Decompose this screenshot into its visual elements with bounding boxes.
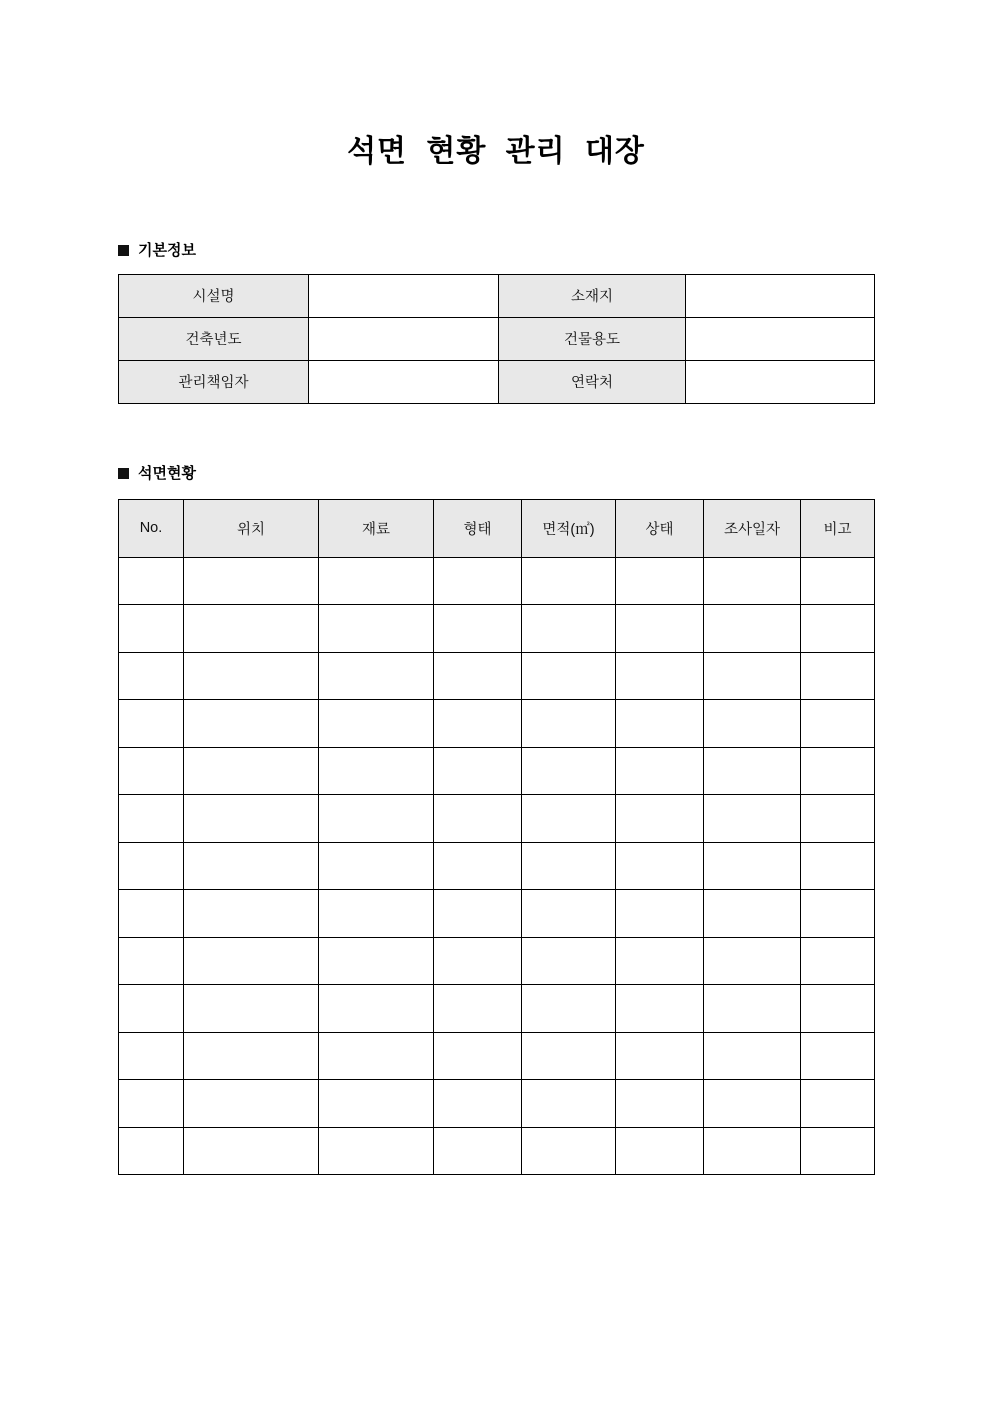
cell-form[interactable] — [434, 1032, 522, 1080]
cell-condition[interactable] — [616, 605, 704, 653]
cell-location[interactable] — [184, 1032, 319, 1080]
cell-location[interactable] — [184, 1127, 319, 1175]
field-value-building-use[interactable] — [686, 317, 875, 360]
cell-condition[interactable] — [616, 747, 704, 795]
cell-form[interactable] — [434, 985, 522, 1033]
cell-survey-date[interactable] — [704, 1032, 801, 1080]
cell-location[interactable] — [184, 937, 319, 985]
field-value-location[interactable] — [686, 274, 875, 317]
cell-area[interactable] — [522, 1080, 616, 1128]
cell-note[interactable] — [801, 557, 875, 605]
filled-square-bullet-icon — [118, 245, 129, 256]
cell-material[interactable] — [319, 1032, 434, 1080]
table-row — [119, 985, 875, 1033]
cell-location[interactable] — [184, 700, 319, 748]
cell-survey-date[interactable] — [704, 937, 801, 985]
cell-survey-date[interactable] — [704, 890, 801, 938]
cell-material[interactable] — [319, 700, 434, 748]
cell-area[interactable] — [522, 605, 616, 653]
cell-material[interactable] — [319, 605, 434, 653]
table-row — [119, 700, 875, 748]
cell-condition[interactable] — [616, 700, 704, 748]
cell-location[interactable] — [184, 747, 319, 795]
cell-material[interactable] — [319, 1127, 434, 1175]
cell-condition[interactable] — [616, 1127, 704, 1175]
cell-material[interactable] — [319, 842, 434, 890]
cell-form[interactable] — [434, 842, 522, 890]
cell-material[interactable] — [319, 937, 434, 985]
cell-form[interactable] — [434, 937, 522, 985]
table-row — [119, 795, 875, 843]
cell-form[interactable] — [434, 557, 522, 605]
cell-no[interactable] — [119, 842, 184, 890]
cell-note[interactable] — [801, 747, 875, 795]
cell-area[interactable] — [522, 795, 616, 843]
column-header-no: No. — [119, 499, 184, 557]
column-header-location: 위치 — [184, 499, 319, 557]
field-value-contact[interactable] — [686, 360, 875, 403]
cell-form[interactable] — [434, 747, 522, 795]
cell-survey-date[interactable] — [704, 842, 801, 890]
cell-survey-date[interactable] — [704, 605, 801, 653]
field-label-construction-year: 건축년도 — [119, 317, 309, 360]
cell-no[interactable] — [119, 795, 184, 843]
cell-material[interactable] — [319, 652, 434, 700]
table-row — [119, 1127, 875, 1175]
cell-area[interactable] — [522, 652, 616, 700]
cell-survey-date[interactable] — [704, 747, 801, 795]
table-header-row — [119, 499, 875, 557]
cell-condition[interactable] — [616, 842, 704, 890]
cell-note[interactable] — [801, 985, 875, 1033]
cell-area[interactable] — [522, 557, 616, 605]
cell-material[interactable] — [319, 747, 434, 795]
cell-area[interactable] — [522, 842, 616, 890]
page-title: 석면 현황 관리 대장 — [347, 135, 645, 168]
field-value-facility-name[interactable] — [309, 274, 499, 317]
column-header-material: 재료 — [319, 499, 434, 557]
cell-survey-date[interactable] — [704, 1080, 801, 1128]
cell-survey-date[interactable] — [704, 1127, 801, 1175]
table-row — [119, 317, 875, 360]
cell-form[interactable] — [434, 1127, 522, 1175]
cell-note[interactable] — [801, 1127, 875, 1175]
column-header-form: 형태 — [434, 499, 522, 557]
cell-no[interactable] — [119, 557, 184, 605]
table-row — [119, 360, 875, 403]
asbestos-status-table-body — [119, 557, 875, 1175]
cell-no[interactable] — [119, 1127, 184, 1175]
column-header-condition: 상태 — [616, 499, 704, 557]
cell-location[interactable] — [184, 795, 319, 843]
cell-no[interactable] — [119, 605, 184, 653]
cell-note[interactable] — [801, 652, 875, 700]
cell-material[interactable] — [319, 795, 434, 843]
cell-form[interactable] — [434, 1080, 522, 1128]
table-row — [119, 557, 875, 605]
filled-square-bullet-icon — [118, 468, 129, 479]
table-row — [119, 1080, 875, 1128]
field-value-construction-year[interactable] — [309, 317, 499, 360]
spacer — [0, 481, 992, 499]
cell-location[interactable] — [184, 1080, 319, 1128]
cell-note[interactable] — [801, 795, 875, 843]
cell-condition[interactable] — [616, 985, 704, 1033]
spacer — [0, 258, 992, 274]
cell-note[interactable] — [801, 937, 875, 985]
field-label-building-use: 건물용도 — [499, 317, 686, 360]
basic-info-table — [118, 274, 875, 404]
cell-area[interactable] — [522, 890, 616, 938]
cell-form[interactable] — [434, 890, 522, 938]
cell-location[interactable] — [184, 890, 319, 938]
cell-form[interactable] — [434, 652, 522, 700]
field-value-manager[interactable] — [309, 360, 499, 403]
cell-condition[interactable] — [616, 890, 704, 938]
cell-area[interactable] — [522, 937, 616, 985]
table-row — [119, 605, 875, 653]
table-row — [119, 747, 875, 795]
cell-material[interactable] — [319, 985, 434, 1033]
cell-material[interactable] — [319, 1080, 434, 1128]
cell-no[interactable] — [119, 890, 184, 938]
table-row — [119, 1032, 875, 1080]
cell-no[interactable] — [119, 700, 184, 748]
cell-location[interactable] — [184, 605, 319, 653]
cell-note[interactable] — [801, 1080, 875, 1128]
cell-area[interactable] — [522, 700, 616, 748]
cell-location[interactable] — [184, 652, 319, 700]
cell-form[interactable] — [434, 795, 522, 843]
cell-no[interactable] — [119, 985, 184, 1033]
cell-condition[interactable] — [616, 1032, 704, 1080]
cell-survey-date[interactable] — [704, 985, 801, 1033]
cell-form[interactable] — [434, 605, 522, 653]
spacer — [0, 404, 992, 466]
cell-location[interactable] — [184, 842, 319, 890]
field-label-location: 소재지 — [499, 274, 686, 317]
table-row — [119, 652, 875, 700]
cell-form[interactable] — [434, 700, 522, 748]
section-heading-asbestos-status-label: 석면현황 — [138, 464, 196, 482]
field-label-manager: 관리책임자 — [119, 360, 309, 403]
cell-survey-date[interactable] — [704, 700, 801, 748]
cell-note[interactable] — [801, 700, 875, 748]
cell-note[interactable] — [801, 842, 875, 890]
cell-condition[interactable] — [616, 652, 704, 700]
cell-condition[interactable] — [616, 937, 704, 985]
section-heading-asbestos-status — [0, 466, 992, 481]
table-row — [119, 890, 875, 938]
cell-area[interactable] — [522, 1127, 616, 1175]
cell-area[interactable] — [522, 985, 616, 1033]
field-label-contact: 연락처 — [499, 360, 686, 403]
cell-no[interactable] — [119, 1032, 184, 1080]
cell-condition[interactable] — [616, 795, 704, 843]
table-row — [119, 842, 875, 890]
section-heading-basic-info-label: 기본정보 — [138, 241, 196, 259]
table-row — [119, 937, 875, 985]
cell-note[interactable] — [801, 890, 875, 938]
field-label-facility-name: 시설명 — [119, 274, 309, 317]
column-header-note: 비고 — [801, 499, 875, 557]
cell-material[interactable] — [319, 557, 434, 605]
asbestos-status-table — [118, 499, 875, 1176]
cell-condition[interactable] — [616, 557, 704, 605]
table-row — [119, 274, 875, 317]
section-heading-basic-info — [0, 243, 992, 258]
cell-survey-date[interactable] — [704, 557, 801, 605]
cell-area[interactable] — [522, 1032, 616, 1080]
cell-no[interactable] — [119, 937, 184, 985]
cell-no[interactable] — [119, 1080, 184, 1128]
cell-survey-date[interactable] — [704, 652, 801, 700]
cell-condition[interactable] — [616, 1080, 704, 1128]
cell-location[interactable] — [184, 985, 319, 1033]
cell-survey-date[interactable] — [704, 795, 801, 843]
cell-note[interactable] — [801, 1032, 875, 1080]
spacer — [0, 171, 992, 243]
column-header-area: 면적(㎡) — [522, 499, 616, 557]
cell-note[interactable] — [801, 605, 875, 653]
cell-no[interactable] — [119, 652, 184, 700]
column-header-survey-date: 조사일자 — [704, 499, 801, 557]
cell-no[interactable] — [119, 747, 184, 795]
cell-material[interactable] — [319, 890, 434, 938]
cell-area[interactable] — [522, 747, 616, 795]
cell-location[interactable] — [184, 557, 319, 605]
